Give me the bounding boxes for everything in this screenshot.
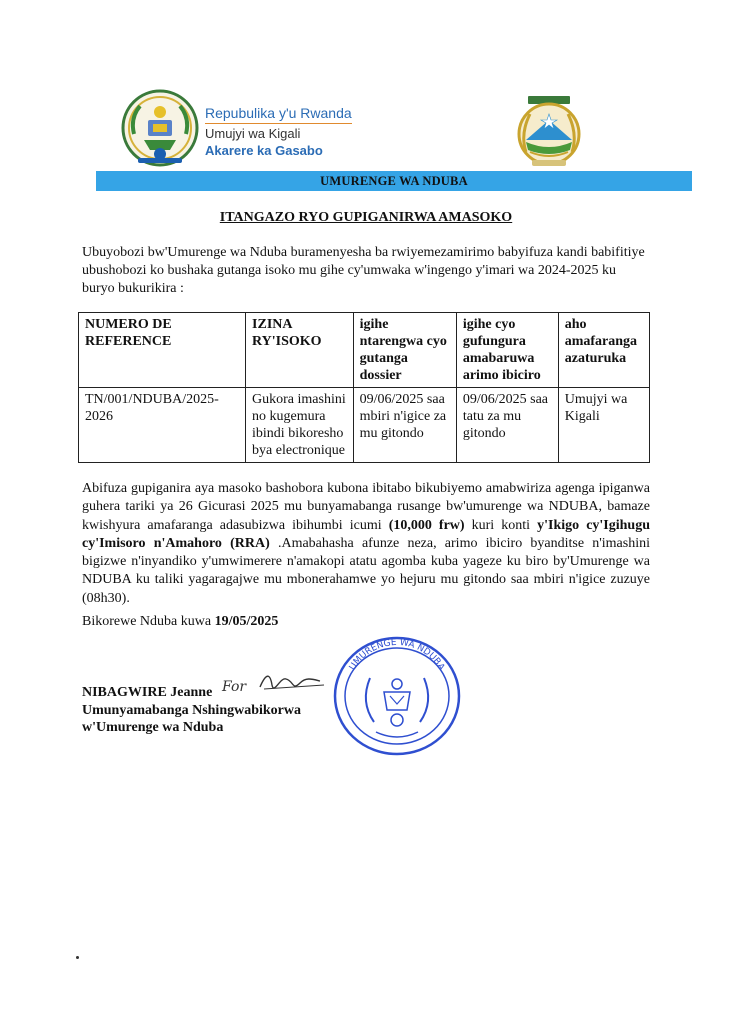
instructions-paragraph xyxy=(82,480,650,608)
table-row xyxy=(79,388,650,463)
cell-funding-source: Umujyi wa Kigali xyxy=(558,388,649,463)
city-name: Umujyi wa Kigali xyxy=(205,126,301,141)
sector-banner: UMURENGE WA NDUBA xyxy=(96,171,692,191)
signatory-name: NIBAGWIRE Jeanne xyxy=(82,685,213,700)
header-funding-source: aho amafaranga azaturuka xyxy=(558,313,649,388)
header-tender-name: IZINA RY'ISOKO xyxy=(246,313,354,388)
header-reference-number: NUMERO DE REFERENCE xyxy=(79,313,246,388)
header-submission-deadline: igihe ntarengwa cyo gutanga dossier xyxy=(353,313,456,388)
signatory-role: Umunyamabanga Nshingwabikorwa xyxy=(82,702,301,718)
district-emblem-logo xyxy=(508,94,590,170)
rwanda-coat-of-arms-logo xyxy=(120,88,200,170)
instructions-text-1: Abifuza gupiganira aya masoko bashobora kubona ibitabo bikubiyemo amabwiriza agenga ipiganwa guhera tariki ya 26 Gicurasi 2025 mu bunyamabanga rusange bw'umurenge wa NDUBA, bamaze kwishyura amafaranga adasubizwa ibihumbi icumi xyxy=(82,481,650,533)
header-bid-opening: igihe cyo gufungura amabaruwa arimo ibiciro xyxy=(456,313,558,388)
issue-line xyxy=(82,614,278,630)
cell-reference-number: TN/001/NDUBA/2025-2026 xyxy=(79,388,246,463)
tender-table xyxy=(78,312,650,463)
handwritten-signature xyxy=(220,669,330,699)
scan-speck xyxy=(76,956,79,959)
cell-bid-opening: 09/06/2025 saa tatu za mu gitondo xyxy=(456,388,558,463)
rra-account: y'Ikigo cy'Igihugu cy'Imisoro n'Amahoro (RRA) xyxy=(82,517,650,551)
signatory-role-line2: w'Umurenge wa Nduba xyxy=(82,720,224,735)
table-header-row xyxy=(79,313,650,388)
document-title: ITANGAZO RYO GUPIGANIRWA AMASOKO xyxy=(219,210,513,225)
handwritten-for: For xyxy=(222,679,247,695)
issue-date: 19/05/2025 xyxy=(214,614,279,629)
instructions-text-2: kuri konti xyxy=(464,517,538,533)
issue-prefix: Bikorewe Nduba kuwa xyxy=(82,614,215,629)
instructions-text-3: .Amabahasha afunze neza, arimo ibiciro byanditse n'imashini bigizwe n'inyandiko y'umwimerere n'amakopi atatu agomba kuba yageze ku biro by'Umurenge wa NDUBA ku taliki yagaragajwe mu mbonerahamwe yo hejuru mu gitondo saa mbiri n'igice zuzuye (08h30). xyxy=(82,535,650,606)
country-name: Repubulika y'u Rwanda xyxy=(205,104,352,124)
district-name: Akarere ka Gasabo xyxy=(205,143,323,158)
cell-tender-name: Gukora imashini no kugemura ibindi bikoresho bya electronique xyxy=(246,388,354,463)
letterhead xyxy=(205,104,352,159)
fee-amount: (10,000 frw) xyxy=(388,517,465,533)
intro-paragraph: Ubuyobozi bw'Umurenge wa Nduba buramenyesha ba rwiyemezamirimo babyifuza kandi babifitiye ubushobozi ko bushaka gutanga isoko mu gihe cy'umwaka w'ingengo y'imari wa 2024-2025 ku buryo bukurikira : xyxy=(82,245,645,296)
cell-submission-deadline: 09/06/2025 saa mbiri n'igice za mu gitondo xyxy=(353,388,456,463)
stamp-text: UMURENGE WA NDUBA xyxy=(347,637,447,673)
official-stamp xyxy=(326,632,468,760)
